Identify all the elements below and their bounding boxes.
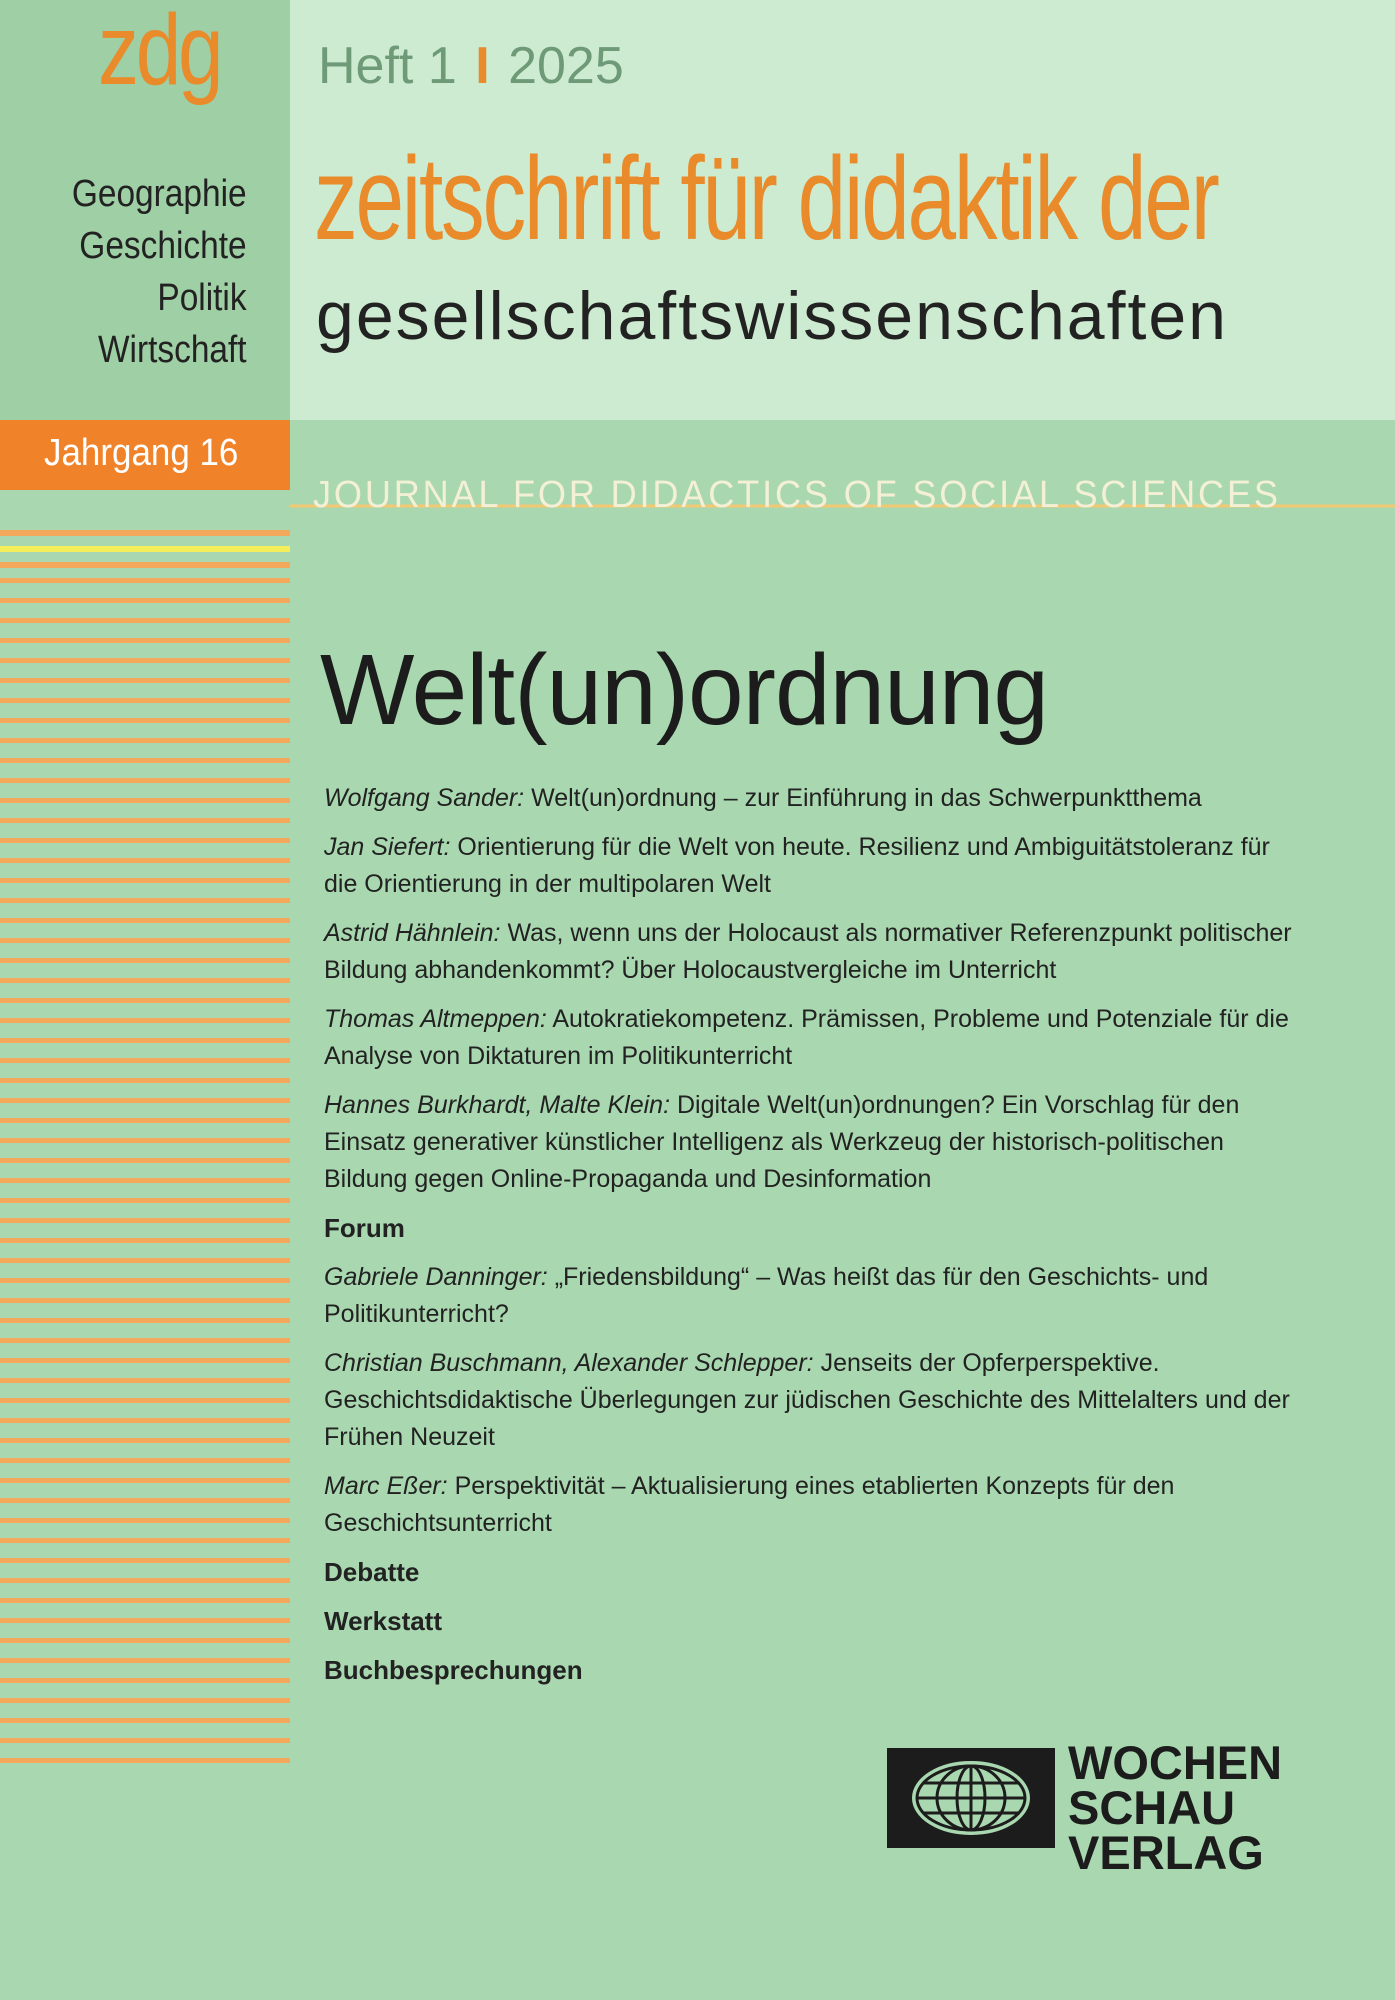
toc-entry: [324, 915, 1294, 989]
stripe-line: [0, 1538, 290, 1543]
forum-entry: [324, 1468, 1294, 1542]
subject-item: Wirtschaft: [98, 329, 247, 371]
stripe-line: [0, 698, 290, 703]
journal-title-line1: zeitschrift für didaktik der: [314, 133, 1218, 265]
stripe-line: [0, 918, 290, 923]
stripe-line: [0, 978, 290, 983]
stripe-line: [0, 1298, 290, 1303]
toc-author: Jan Siefert:: [324, 833, 451, 861]
toc-entry: [324, 1001, 1294, 1075]
stripe-line: [0, 598, 290, 603]
issue-theme-title: Welt(un)ordnung: [320, 634, 1049, 746]
volume-label: Jahrgang 16: [44, 432, 239, 474]
stripe-line: [0, 878, 290, 883]
stripe-line: [0, 738, 290, 743]
publisher-name: [1068, 1736, 1283, 1879]
stripe-line: [0, 1738, 290, 1743]
toc-author: Astrid Hähnlein:: [324, 919, 501, 947]
stripe-line: [0, 578, 290, 583]
toc-author: Thomas Altmeppen:: [324, 1005, 547, 1033]
stripe-line: [0, 778, 290, 783]
stripe-line: [0, 1018, 290, 1023]
stripe-line: [0, 818, 290, 823]
stripe-line: [0, 678, 290, 683]
stripe-line: [0, 1158, 290, 1163]
toc-entry: [324, 780, 1294, 817]
stripe-line: [0, 546, 290, 552]
stripe-line: [0, 1118, 290, 1123]
stripe-line: [0, 638, 290, 643]
stripe-line: [0, 618, 290, 623]
section-heading-werkstatt: Werkstatt: [324, 1606, 443, 1636]
stripe-line: [0, 562, 290, 568]
stripe-line: [0, 1438, 290, 1443]
stripe-line: [0, 1058, 290, 1063]
stripe-line: [0, 530, 290, 536]
stripe-line: [0, 1698, 290, 1703]
toc-title: Was, wenn uns der Holocaust als normativer Referenzpunkt politischer Bildung abhandenkommt? Über Holocaustvergleiche im Unterricht: [324, 919, 1292, 984]
stripe-line: [0, 1218, 290, 1223]
forum-author: Marc Eßer:: [324, 1472, 448, 1500]
stripe-line: [0, 1498, 290, 1503]
stripe-line: [0, 1258, 290, 1263]
toc-entry: [324, 1087, 1294, 1198]
stripe-line: [0, 1518, 290, 1523]
forum-title: „Friedensbildung“ – Was heißt das für den Geschichts- und Politikunterricht?: [324, 1263, 1209, 1328]
stripe-line: [0, 758, 290, 763]
subject-item: Geschichte: [79, 225, 248, 267]
stripe-line: [0, 1598, 290, 1603]
stripe-line: [0, 658, 290, 663]
stripe-line: [0, 1358, 290, 1363]
forum-author: Christian Buschmann, Alexander Schlepper:: [324, 1349, 814, 1377]
journal-english-title: JOURNAL FOR DIDACTICS OF SOCIAL SCIENCES: [313, 474, 1281, 516]
forum-entry: [324, 1259, 1294, 1333]
section-heading-forum: Forum: [324, 1213, 405, 1243]
stripe-line: [0, 1618, 290, 1623]
issue-year: 2025: [508, 37, 624, 95]
forum-entry: [324, 1345, 1294, 1456]
stripe-line: [0, 858, 290, 863]
issue-separator: I: [475, 37, 490, 95]
section-heading-debatte: Debatte: [324, 1557, 420, 1587]
stripe-line: [0, 998, 290, 1003]
stripe-line: [0, 958, 290, 963]
issue-info: [318, 36, 624, 96]
toc-title: Orientierung für die Welt von heute. Resilienz und Ambiguitätstoleranz für die Orientierung in der multipolaren Welt: [324, 833, 1270, 898]
stripe-line: [0, 1658, 290, 1663]
toc-author: Hannes Burkhardt, Malte Klein:: [324, 1091, 671, 1119]
subject-list: [72, 168, 247, 376]
toc-author: Wolfgang Sander:: [324, 784, 525, 812]
stripe-line: [0, 1178, 290, 1183]
stripe-line: [0, 1578, 290, 1583]
stripe-line: [0, 1338, 290, 1343]
stripe-line: [0, 1278, 290, 1283]
stripe-line: [0, 1418, 290, 1423]
zdg-logo: zdg: [98, 0, 221, 106]
publisher-line: VERLAG: [1068, 1826, 1264, 1879]
stripe-line: [0, 1558, 290, 1563]
stripe-line: [0, 938, 290, 943]
stripe-line: [0, 1758, 290, 1763]
forum-title: Perspektivität – Aktualisierung eines etablierten Konzepts für den Geschichtsunterricht: [324, 1472, 1175, 1537]
stripe-line: [0, 1138, 290, 1143]
stripe-line: [0, 1478, 290, 1483]
stripe-line: [0, 1458, 290, 1463]
issue-label: Heft 1: [318, 37, 457, 95]
stripe-line: [0, 1238, 290, 1243]
subject-item: Geographie: [72, 173, 247, 215]
stripe-line: [0, 838, 290, 843]
table-of-contents: [324, 780, 1294, 1701]
stripe-line: [0, 1638, 290, 1643]
stripe-line: [0, 1398, 290, 1403]
stripe-line: [0, 1318, 290, 1323]
forum-author: Gabriele Danninger:: [324, 1263, 548, 1291]
stripe-line: [0, 798, 290, 803]
toc-title: Digitale Welt(un)ordnungen? Ein Vorschlag für den Einsatz generativer künstlicher Intelligenz als Werkzeug der historisch-politischen Bildung gegen Online-Propaganda und Desinformation: [324, 1091, 1240, 1193]
decorative-stripes: [0, 530, 290, 1790]
publisher-line: SCHAU: [1068, 1781, 1236, 1834]
stripe-line: [0, 1378, 290, 1383]
stripe-line: [0, 1678, 290, 1683]
toc-title: Welt(un)ordnung – zur Einführung in das Schwerpunktthema: [531, 784, 1202, 812]
stripe-line: [0, 1718, 290, 1723]
section-heading-buchbesprechungen: Buchbesprechungen: [324, 1655, 583, 1685]
stripe-line: [0, 1198, 290, 1203]
stripe-line: [0, 898, 290, 903]
stripe-line: [0, 718, 290, 723]
subject-item: Politik: [157, 277, 247, 319]
globe-logo-icon: [887, 1748, 1055, 1848]
toc-entry: [324, 829, 1294, 903]
forum-title: Jenseits der Opferperspektive. Geschichtsdidaktische Überlegungen zur jüdischen Geschichte des Mittelalters und der Frühen Neuzeit: [324, 1349, 1290, 1451]
toc-title: Autokratiekompetenz. Prämissen, Probleme und Potenziale für die Analyse von Diktaturen im Politikunterricht: [324, 1005, 1289, 1070]
stripe-line: [0, 1098, 290, 1103]
publisher-line: WOCHEN: [1068, 1736, 1283, 1789]
stripe-line: [0, 1038, 290, 1043]
journal-title-line2: gesellschaftswissenschaften: [316, 278, 1229, 354]
stripe-line: [0, 1078, 290, 1083]
